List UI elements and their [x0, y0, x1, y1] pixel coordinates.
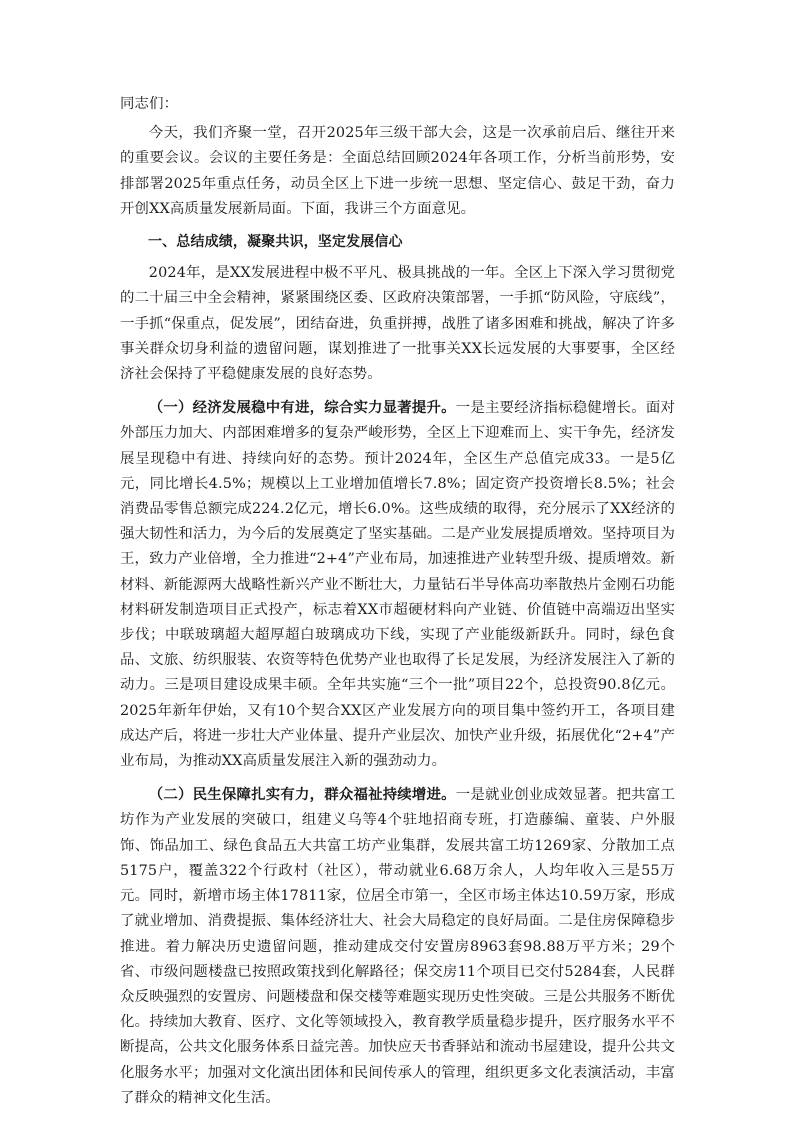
greeting: 同志们： [120, 96, 179, 112]
subsection-economy-lead: （一）经济发展稳中有进，综合实力显著提升。 [148, 399, 456, 417]
subsection-livelihood-lead: （二）民生保障扎实有力，群众福祉持续增进。 [148, 786, 456, 804]
document-page [120, 92, 675, 1119]
section-heading-1: 一、总结成绩，凝聚共识，坚定发展信心 [148, 234, 403, 251]
subsection-livelihood-paragraph [120, 782, 675, 1111]
subsection-economy-paragraph [120, 395, 675, 774]
subsection-livelihood-body: 一是就业创业成效显著。把共富工坊作为产业发展的突破口，组建义乌等4个驻地招商专班，打造藤编、童装、户外服饰、饰品加工、绿色食品五大共富工坊产业集群，发展共富工坊1269家、分散加工点5175户，覆盖322个行政村（社区），带动就业6.68万余人，人均年收入三是55万元。同时，新增市场主体17811家，位居全市第一，全区市场主体达10.59万家，形成了就业增加、消费提振、集体经济壮大、社会大局稳定的良好局面。二是住房保障稳步推进。着力解决历史遗留问题，推动建成交付安置房8963套98.88万平方米；29个省、市级问题楼盘已按照政策找到化解路径；保交房11个项目已交付5284套，人民群众反映强烈的安置房、问题楼盘和保交楼等难题实现历史性突破。三是公共服务不断优化。持续加大教育、医疗、文化等领域投入，教育教学质量稳步提升，医疗服务水平不断提高，公共文化服务体系日益完善。加快应天书香驿站和流动书屋建设，提升公共文化服务水平；加强对文化演出团体和民间传承人的管理，组织更多文化表演活动，丰富了群众的精神文化生活。 [120, 787, 675, 1106]
intro-paragraph: 今天，我们齐聚一堂，召开2025年三级干部大会，这是一次承前启后、继往开来的重要会议。会议的主要任务是：全面总结回顾2024年各项工作，分析当前形势，安排部署2025年重点任务，动员全区上下进一步统一思想、坚定信心、鼓足干劲，奋力开创XX高质量发展新局面。下面，我讲三个方面意见。 [120, 125, 675, 217]
subsection-economy-body: 一是主要经济指标稳健增长。面对外部压力加大、内部困难增多的复杂严峻形势，全区上下迎难而上、实干争先，经济发展呈现稳中有进、持续向好的态势。预计2024年，全区生产总值完成33。一是5亿元，同比增长4.5%；规模以上工业增加值增长7.8%；固定资产投资增长8.5%；社会消费品零售总额完成224.2亿元，增长6.0%。这些成绩的取得，充分展示了XX经济的强大韧性和活力，为今后的发展奠定了坚实基础。二是产业发展提质增效。坚持项目为王，致力产业倍增，全力推进“2+4”产业布局，加速推进产业转型升级、提质增效。新材料、新能源两大战略性新兴产业不断壮大，力量钻石半导体高功率散热片金刚石功能材料研发制造项目正式投产，标志着XX市超硬材料向产业链、价值链中高端迈出坚实步伐；中联玻璃超大超厚超白玻璃成功下线，实现了产业能级新跃升。同时，绿色食品、文旅、纺织服装、农资等特色优势产业也取得了长足发展，为经济发展注入了新的动力。三是项目建设成果丰硕。全年共实施“三个一批”项目22个，总投资90.8亿元。2025年新年伊始，又有10个契合XX区产业发展方向的项目集中签约开工，各项目建成达产后，将进一步壮大产业体量、提升产业层次、加快产业升级，拓展优化“2+4”产业布局，为推动XX高质量发展注入新的强劲动力。 [120, 400, 675, 770]
section1-paragraph: 2024年，是XX发展进程中极不平凡、极具挑战的一年。全区上下深入学习贯彻党的二十届三中全会精神，紧紧围绕区委、区政府决策部署，一手抓“防风险，守底线”，一手抓“保重点，促发展”，团结奋进，负重拼搏，战胜了诸多困难和挑战，解决了许多事关群众切身利益的遗留问题，谋划推进了一批事关XX长远发展的大事要事，全区经济社会保持了平稳健康发展的良好态势。 [120, 265, 675, 383]
